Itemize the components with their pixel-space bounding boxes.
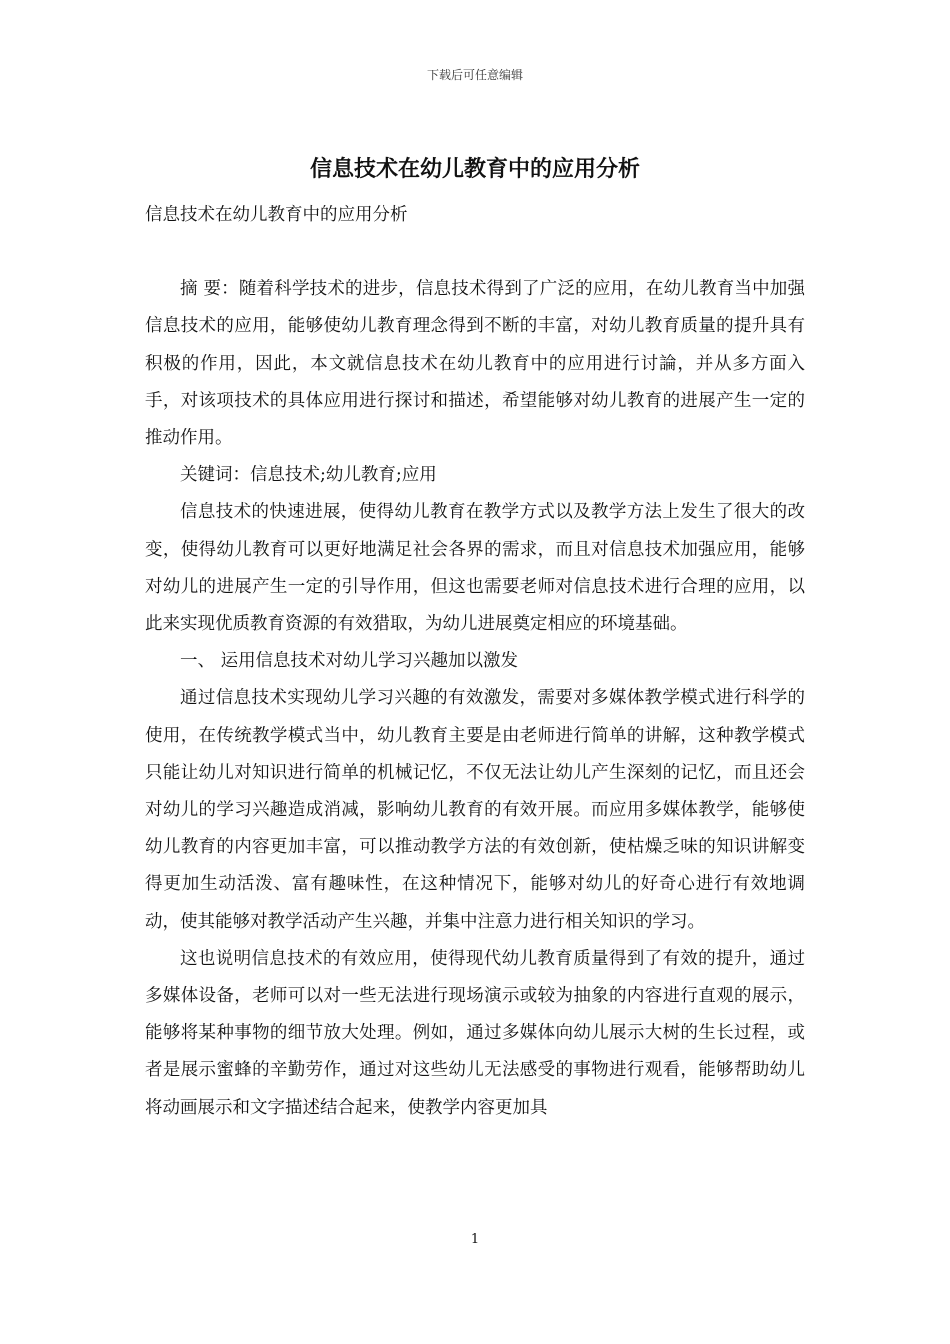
section-heading: 一、 运用信息技术对幼儿学习兴趣加以激发 — [180, 651, 519, 672]
page-header-note: 下载后可任意编辑 — [426, 68, 523, 82]
abstract-paragraph: 摘 要：随着科学技术的进步，信息技术得到了广泛的应用，在幼儿教育当中加强信息技术的应用，能够使幼儿教育理念得到不断的丰富，对幼儿教育质量的提升具有积极的作用，因此，本文就信息技术在幼儿教育中的应用进行讨論，并从多方面入手，对该项技术的具体应用进行探讨和描述，希望能够对幼儿教育的进展产生一定的推动作用。 — [145, 279, 805, 449]
document-body — [145, 197, 805, 1127]
document-title: 信息技术在幼儿教育中的应用分析 — [309, 157, 640, 182]
body-paragraph: 通过信息技术实现幼儿学习兴趣的有效激发，需要对多媒体教学模式进行科学的使用，在传统教学模式当中，幼儿教育主要是由老师进行简单的讲解，这种教学模式只能让幼儿对知识进行简单的机械记忆，不仅无法让幼儿产生深刻的记忆，而且还会对幼儿的学习兴趣造成消减，影响幼儿教育的有效开展。而应用多媒体教学，能够使幼儿教育的内容更加丰富，可以推动教学方法的有效创新，使枯燥乏味的知识讲解变得更加生动活泼、富有趣味性，在这种情况下，能够对幼儿的好奇心进行有效地调动，使其能够对教学活动产生兴趣，并集中注意力进行相关知识的学习。 — [145, 688, 805, 932]
keywords-line: 关键词：信息技术;幼儿教育;应用 — [180, 465, 437, 486]
page-number: 1 — [470, 1232, 480, 1247]
intro-paragraph: 信息技术的快速进展，使得幼儿教育在教学方式以及教学方法上发生了很大的改变，使得幼儿教育可以更好地满足社会各界的需求，而且对信息技术加强应用，能够对幼儿的进展产生一定的引导作用，但这也需要老师对信息技术进行合理的应用，以此来实现优质教育资源的有效猎取，为幼儿进展奠定相应的环境基础。 — [145, 502, 805, 635]
document-subtitle: 信息技术在幼儿教育中的应用分析 — [145, 205, 408, 225]
body-paragraph: 这也说明信息技术的有效应用，使得现代幼儿教育质量得到了有效的提升，通过多媒体设备，老师可以对一些无法进行现场演示或较为抽象的内容进行直观的展示，能够将某种事物的细节放大处理。例如，通过多媒体向幼儿展示大树的生长过程，或者是展示蜜蜂的辛勤劳作，通过对这些幼儿无法感受的事物进行观看，能够帮助幼儿将动画展示和文字描述结合起来，使教学内容更加具 — [145, 948, 805, 1118]
